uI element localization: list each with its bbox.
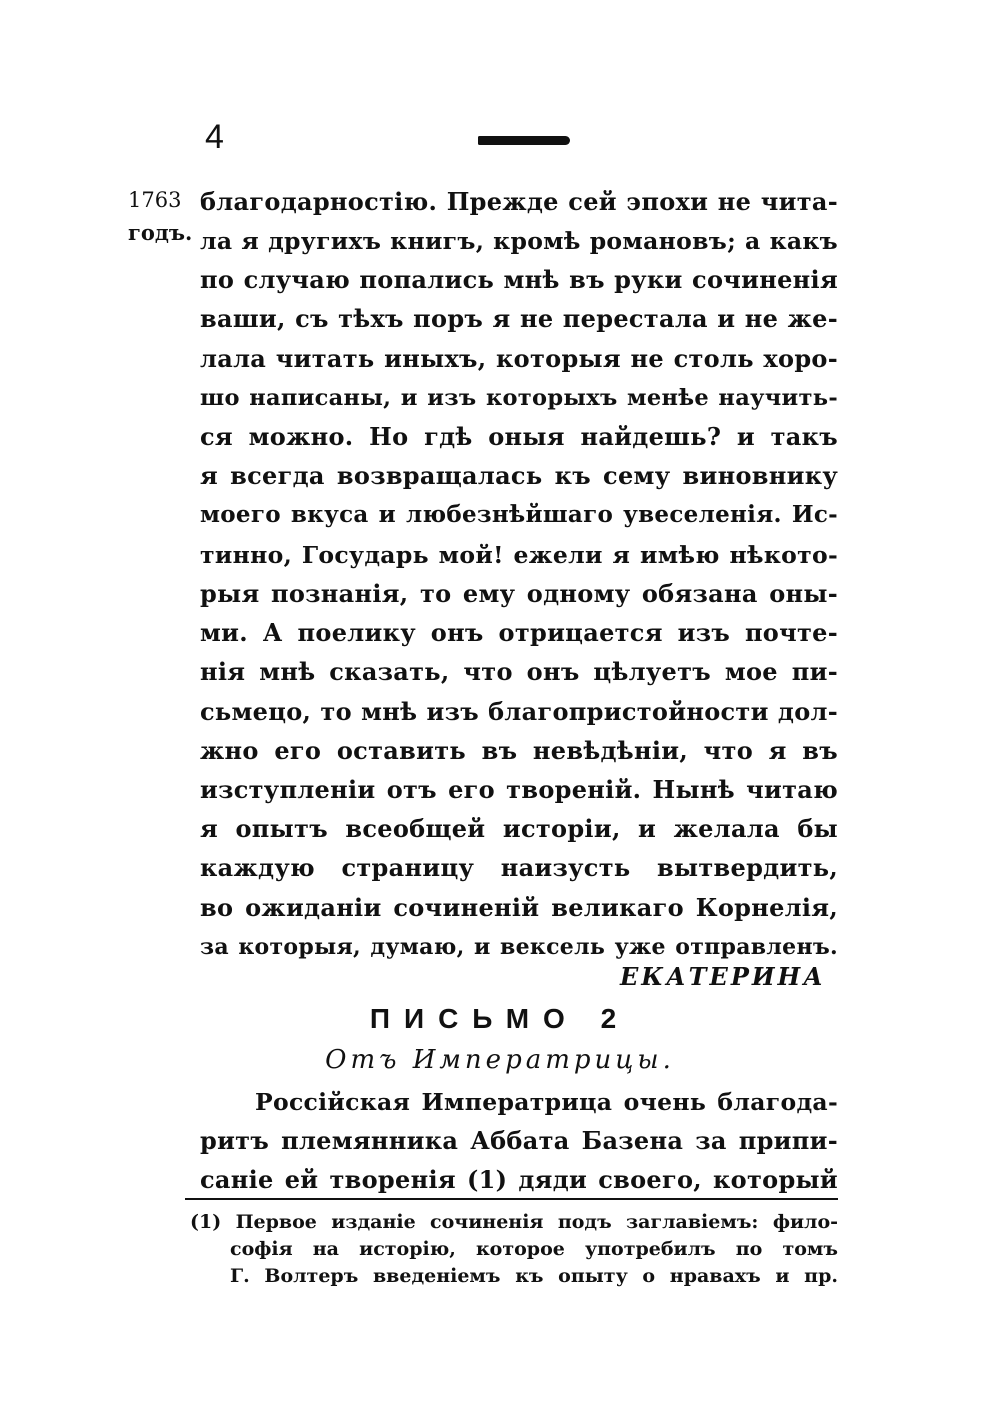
signature: ЕКАТЕРИНА [620, 962, 826, 991]
text-line: шо написаны, и изъ которыхъ менѣе научить- [200, 385, 838, 411]
text-line: нія мнѣ сказать, что онъ цѣлуетъ мое пи- [200, 657, 838, 686]
text-line: ваши, съ тѣхъ поръ я не перестала и не же- [200, 304, 838, 333]
text-line: саніе ей творенія (1) дяди своего, который [200, 1165, 838, 1194]
page-number: 4 [205, 118, 224, 156]
text-line: изступленіи отъ его твореній. Нынѣ читаю [200, 775, 838, 804]
margin-note-year: 1763 [128, 188, 182, 212]
text-line: каждую страницу наизусть вытвердить, [200, 853, 838, 882]
footnote-line: софія на исторію, которое употребилъ по томъ [230, 1238, 838, 1260]
text-line: по случаю попались мнѣ въ руки сочиненія [200, 265, 838, 294]
text-line: за которыя, думаю, и вексель уже отправленъ. [200, 934, 838, 960]
text-line: тинно, Государь мой! ежели я имѣю нѣкото- [200, 541, 838, 569]
footnote-line: Г. Волтеръ введеніемъ къ опыту о нравахъ и пр. [230, 1265, 838, 1287]
text-line: моего вкуса и любезнѣйшаго увеселенія. Ис- [200, 501, 838, 528]
text-line: жно его оставить въ невѣдѣніи, что я въ [200, 736, 838, 765]
text-line: ся можно. Но гдѣ оныя найдешь? и такъ [200, 422, 838, 451]
footnote-rule [185, 1198, 838, 1200]
text-line: рыя познанія, то ему одному обязана оны- [200, 579, 838, 608]
text-line: сьмецо, то мнѣ изъ благопристойности дол- [200, 697, 838, 726]
letter-subtitle: Отъ Императрицы. [325, 1045, 675, 1075]
text-line: благодарностію. Прежде сей эпохи не чита- [200, 187, 838, 216]
header-ornament [478, 136, 570, 145]
text-line: Россійская Императрица очень благода- [255, 1088, 838, 1116]
text-line: я всегда возвращалась къ сему виновнику [200, 461, 838, 490]
footnote-line: (1) Первое изданіе сочиненія подъ заглавіемъ: фило- [190, 1211, 838, 1233]
text-line: ми. А поелику онъ отрицается изъ почте- [200, 618, 838, 647]
text-line: лала читать иныхъ, которыя не столь хоро- [200, 344, 838, 373]
text-line: я опытъ всеобщей исторіи, и желала бы [200, 814, 838, 843]
margin-note-word: годъ. [128, 220, 193, 245]
letter-title: ПИСЬМО 2 [369, 1003, 631, 1034]
text-line: ла я другихъ книгъ, кромѣ романовъ; а какъ [200, 227, 838, 255]
text-line: ритъ племянника Аббата Базена за припи- [200, 1126, 838, 1155]
text-line: во ожиданіи сочиненій великаго Корнелія, [200, 893, 838, 922]
